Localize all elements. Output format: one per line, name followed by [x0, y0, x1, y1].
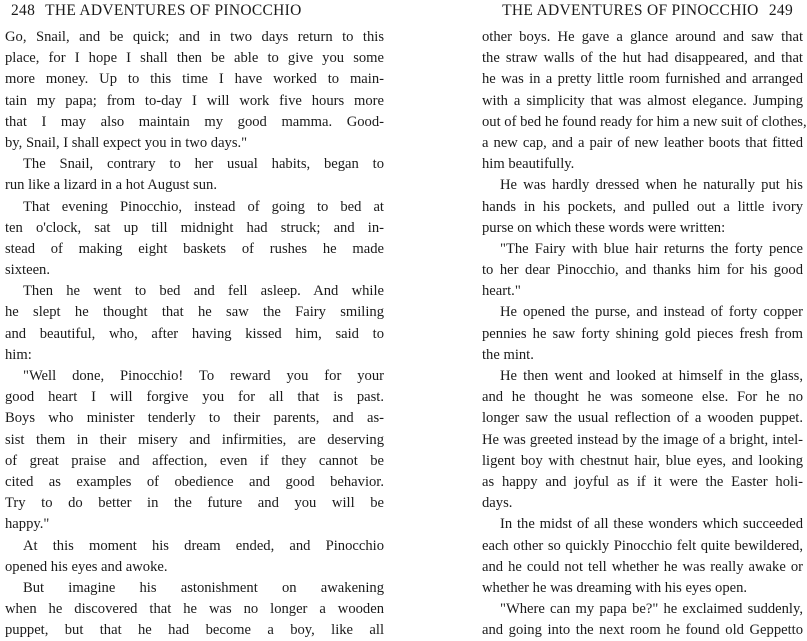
text-line: The Snail, contrary to her usual habits, began to	[23, 156, 384, 173]
text-line: Then he went to bed and fell asleep. And while	[23, 283, 384, 300]
text-line: Boys who minister tenderly to their parents, and as-	[5, 410, 384, 427]
left-page-body	[5, 27, 384, 641]
text-line: he slept he thought that he saw the Fairy smiling	[5, 304, 384, 321]
text-line: out of bed he found ready for him a new suit of clothes,	[482, 113, 807, 130]
text-line: tain my papa; from to-day I will work five hours more	[5, 92, 384, 109]
text-line: place, for I hope I shall then be able to give you some	[5, 50, 384, 67]
text-line: he was in a pretty little room furnished and arranged	[482, 71, 803, 88]
text-line: In the midst of all these wonders which succeeded	[500, 516, 803, 533]
text-line: and he thought he was someone else. For he no	[482, 389, 803, 406]
text-line: sixteen.	[5, 262, 50, 279]
text-line: sist them in their misery and infirmities, are deserving	[5, 431, 384, 448]
text-line: whether he was dreaming with his eyes open.	[482, 579, 748, 596]
text-line: the straw walls of the hut had disappeared, and that	[482, 50, 803, 67]
text-line: stead of making eight baskets of rushes he made	[5, 240, 384, 257]
text-line: with a simplicity that was almost elegance. Jumping	[482, 92, 803, 109]
text-line: to her dear Pinocchio, and thanks him for his good	[482, 262, 803, 279]
text-line: Try to do better in the future and you will be	[5, 495, 384, 512]
text-line: "Where can my papa be?" he exclaimed suddenly,	[500, 601, 803, 618]
text-line: of great praise and affection, even if they cannot be	[5, 452, 384, 469]
text-line: days.	[482, 495, 513, 512]
text-line: happy."	[5, 516, 50, 533]
running-head: THE ADVENTURES OF PINOCCHIO	[45, 2, 302, 19]
text-line: run like a lizard in a hot August sun.	[5, 177, 217, 194]
right-page-header	[502, 2, 799, 20]
text-line: He opened the purse, and instead of forty copper	[500, 304, 803, 321]
text-line: purse on which these words were written:	[482, 219, 726, 236]
text-line: him:	[5, 346, 32, 363]
text-line: him beautifully.	[482, 156, 575, 173]
running-head: THE ADVENTURES OF PINOCCHIO	[502, 2, 759, 19]
text-line: good heart I will forgive you for all that is past.	[5, 389, 384, 406]
text-line: heart."	[482, 283, 521, 300]
text-line: ten o'clock, sat up till midnight had struck; and in-	[5, 219, 384, 236]
text-line: each other so quickly Pinocchio felt quite bewildered,	[482, 537, 803, 554]
text-line: when he discovered that he was no longer a wooden	[5, 601, 384, 618]
text-line: as happy and joyful as if it were the Easter holi-	[482, 473, 803, 490]
text-line: pennies he saw forty shining gold pieces fresh from	[482, 325, 803, 342]
text-line: and he could not tell whether he was really awake or	[482, 558, 803, 575]
left-page	[0, 0, 395, 639]
text-line: puppet, but that he had become a boy, like all	[5, 622, 384, 639]
text-line: longer saw the usual reflection of a wooden puppet.	[482, 410, 803, 427]
right-page-body	[482, 27, 807, 641]
text-line: He was hardly dressed when he naturally put his	[500, 177, 803, 194]
text-line: cited as examples of obedience and good behavior.	[5, 473, 384, 490]
text-line: At this moment his dream ended, and Pinocchio	[23, 537, 384, 554]
text-line: other boys. He gave a glance around and saw that	[482, 29, 803, 45]
text-line: by, Snail, I shall expect you in two days."	[5, 134, 248, 151]
text-line: that I may also maintain my good mamma. Good-	[5, 113, 384, 130]
text-line: That evening Pinocchio, instead of going to bed at	[23, 198, 384, 215]
right-page	[408, 0, 807, 639]
text-line: more money. Up to this time I have worked to main-	[5, 71, 384, 88]
page-number: 249	[768, 2, 793, 19]
text-line: and beautiful, who, after having kissed him, said to	[5, 325, 384, 342]
text-line: He was greeted instead by the image of a bright, intel-	[482, 431, 803, 448]
text-line: Go, Snail, and be quick; and in two days return to this	[5, 29, 384, 45]
text-line: "The Fairy with blue hair returns the forty pence	[500, 240, 803, 257]
text-line: and going into the next room he found old Geppetto	[482, 622, 803, 639]
left-page-header	[5, 2, 302, 20]
page-number: 248	[11, 2, 36, 19]
text-line: hands in his pockets, and pulled out a little ivory	[482, 198, 803, 215]
text-line: He then went and looked at himself in the glass,	[500, 368, 803, 384]
text-line: a new cap, and a pair of new leather boots that fitted	[482, 134, 803, 151]
text-line: "Well done, Pinocchio! To reward you for your	[23, 368, 384, 384]
text-line: But imagine his astonishment on awakening	[23, 579, 384, 596]
text-line: ligent boy with chestnut hair, blue eyes, and looking	[482, 452, 803, 469]
text-line: the mint.	[482, 346, 534, 363]
text-line: opened his eyes and awoke.	[5, 558, 168, 575]
